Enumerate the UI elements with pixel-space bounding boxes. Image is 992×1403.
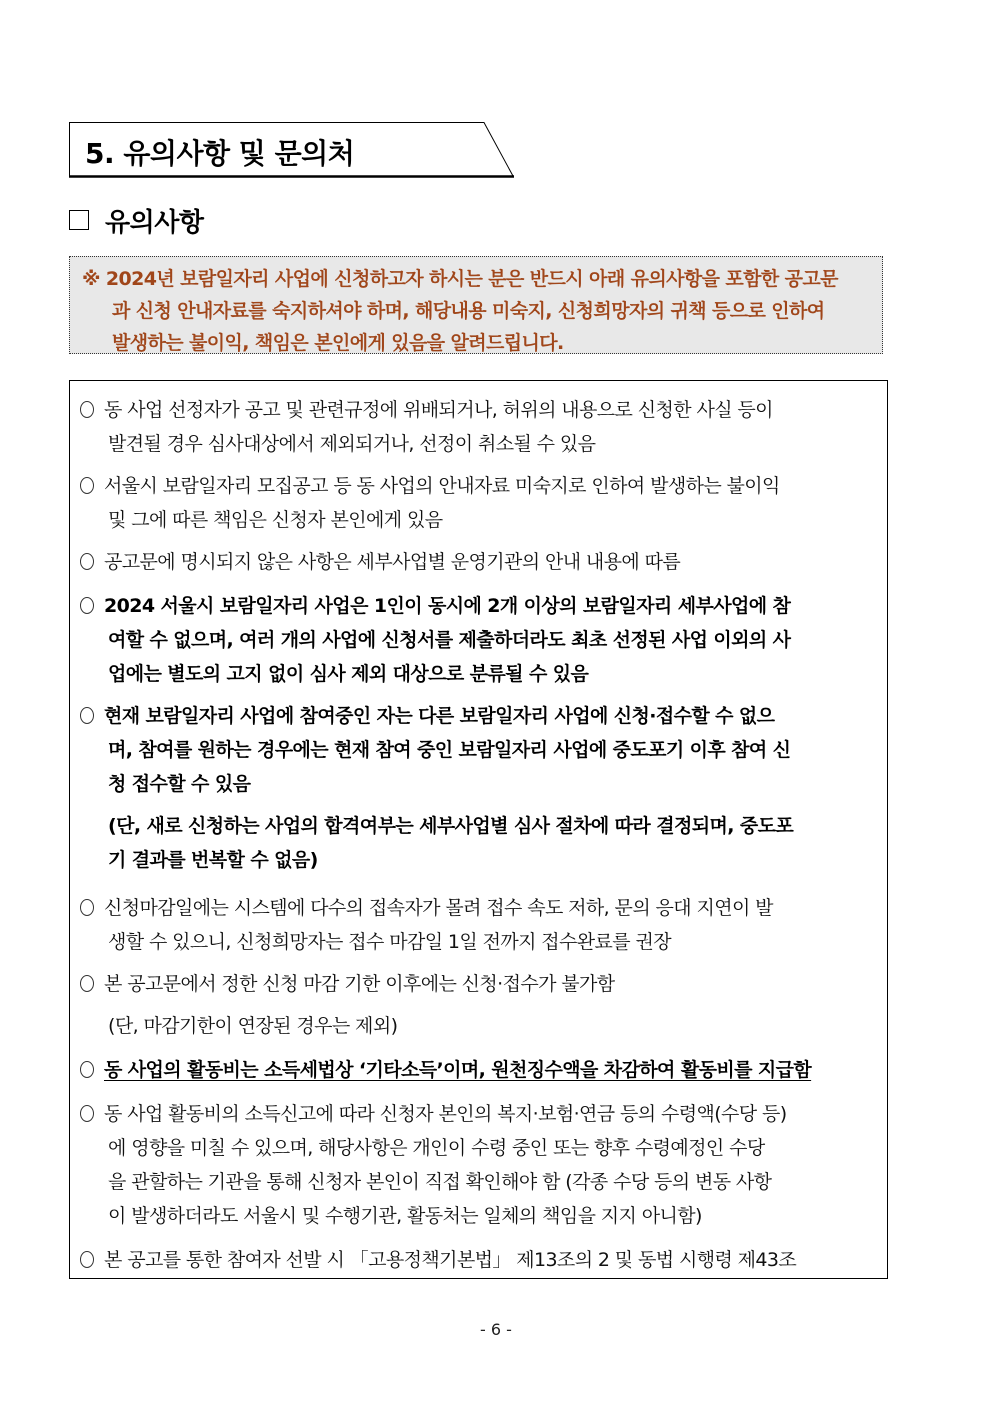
item-text: 업에는 별도의 고지 없이 심사 제외 대상으로 분류될 수 있음 — [108, 663, 589, 685]
precautions-box — [69, 380, 888, 1279]
item-text: 을 관할하는 기관을 통해 신청자 본인이 직접 확인해야 함 (각종 수당 등의 변동 사항 — [108, 1171, 772, 1193]
item-text: 청 접수할 수 있음 — [108, 773, 251, 795]
item-text: 본 공고문에서 정한 신청 마감 기한 이후에는 신청·접수가 불가함 — [104, 973, 615, 995]
item-note: (단, 새로 신청하는 사업의 합격여부는 세부사업별 심사 절차에 따라 결정되며, 중도포 — [108, 815, 794, 837]
item-text: 및 그에 따른 책임은 신청자 본인에게 있음 — [108, 509, 443, 531]
circle-bullet-icon — [80, 477, 94, 494]
list-item — [80, 469, 879, 537]
list-item — [80, 1243, 879, 1277]
item-text: 여할 수 없으며, 여러 개의 사업에 신청서를 제출하더라도 최초 선정된 사업 이외의 사 — [108, 629, 791, 651]
item-text: 2024 서울시 보람일자리 사업은 1인이 동시에 2개 이상의 보람일자리 세부사업에 참 — [104, 595, 791, 617]
list-item-emphasized — [80, 589, 879, 691]
empty-square-icon — [69, 210, 89, 230]
subsection-title: 유의사항 — [105, 207, 204, 238]
item-text: 본 공고를 통한 참여자 선발 시 「고용정책기본법」 제13조의 2 및 동법 시행령 제43조 — [104, 1249, 797, 1271]
item-text: 동 사업 선정자가 공고 및 관련규정에 위배되거나, 허위의 내용으로 신청한 사실 등이 — [104, 399, 773, 421]
circle-bullet-icon — [80, 1061, 94, 1078]
item-text: 생할 수 있으니, 신청희망자는 접수 마감일 1일 전까지 접수완료를 권장 — [108, 931, 671, 953]
list-item — [80, 1097, 879, 1233]
subsection-heading — [69, 202, 203, 238]
page-number: - 6 - — [480, 1320, 512, 1339]
circle-bullet-icon — [80, 401, 94, 418]
list-item-emphasized — [80, 699, 879, 877]
circle-bullet-icon — [80, 597, 94, 614]
section-title: 5. 유의사항 및 문의처 — [85, 137, 355, 170]
circle-bullet-icon — [80, 975, 94, 992]
circle-bullet-icon — [80, 1105, 94, 1122]
circle-bullet-icon — [80, 553, 94, 570]
item-text: 동 사업 활동비의 소득신고에 따라 신청자 본인의 복지·보험·연금 등의 수령액(수당 등) — [104, 1103, 787, 1125]
notice-line: 발생하는 불이익, 책임은 본인에게 있음을 알려드립니다. — [112, 332, 564, 354]
section-header — [69, 122, 514, 178]
list-item-emphasized — [80, 1053, 879, 1087]
notice-box — [69, 256, 883, 354]
list-item — [80, 891, 879, 959]
item-text: 공고문에 명시되지 않은 사항은 세부사업별 운영기관의 안내 내용에 따름 — [104, 551, 681, 573]
list-item — [80, 393, 879, 461]
circle-bullet-icon — [80, 1251, 94, 1268]
notice-line: ※ 2024년 보람일자리 사업에 신청하고자 하시는 분은 반드시 아래 유의사항을 포함한 공고문 — [82, 268, 838, 290]
circle-bullet-icon — [80, 707, 94, 724]
circle-bullet-icon — [80, 899, 94, 916]
item-text: 발견될 경우 심사대상에서 제외되거나, 선정이 취소될 수 있음 — [108, 433, 596, 455]
item-text: 이 발생하더라도 서울시 및 수행기관, 활동처는 일체의 책임을 지지 아니함) — [108, 1205, 702, 1227]
item-text: 신청마감일에는 시스템에 다수의 접속자가 몰려 접수 속도 저하, 문의 응대 지연이 발 — [104, 897, 773, 919]
list-item — [80, 545, 879, 579]
list-item — [80, 967, 879, 1043]
notice-line: 과 신청 안내자료를 숙지하셔야 하며, 해당내용 미숙지, 신청희망자의 귀책 등으로 인하여 — [112, 300, 825, 322]
item-text: 현재 보람일자리 사업에 참여중인 자는 다른 보람일자리 사업에 신청·접수할 수 없으 — [104, 705, 775, 727]
item-note: 기 결과를 번복할 수 없음) — [108, 849, 318, 871]
item-note: (단, 마감기한이 연장된 경우는 제외) — [108, 1015, 398, 1037]
item-text: 에 영향을 미칠 수 있으며, 해당사항은 개인이 수령 중인 또는 향후 수령예정인 수당 — [108, 1137, 765, 1159]
item-text: 서울시 보람일자리 모집공고 등 동 사업의 안내자료 미숙지로 인하여 발생하는 불이익 — [104, 475, 780, 497]
item-text: 며, 참여를 원하는 경우에는 현재 참여 중인 보람일자리 사업에 중도포기 이후 참여 신 — [108, 739, 791, 761]
item-text: 동 사업의 활동비는 소득세법상 ‘기타소득’이며, 원천징수액을 차감하여 활동비를 지급함 — [104, 1059, 812, 1081]
